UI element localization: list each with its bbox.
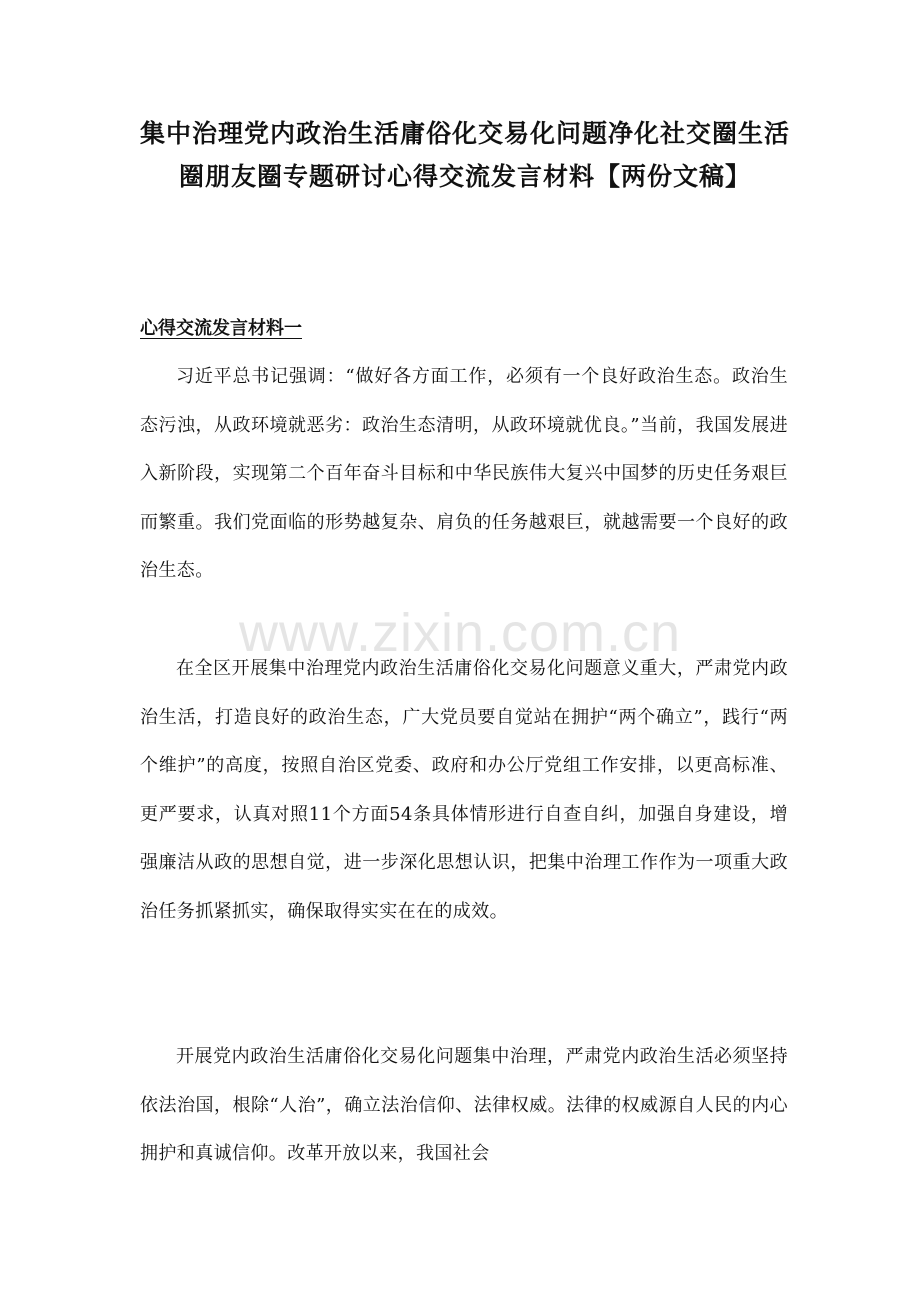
paragraph-1: 习近平总书记强调：“做好各方面工作，必须有一个良好政治生态。政治生态污浊，从政环境就恶劣：政治生态清明，从政环境就优良。”当前，我国发展进入新阶段，实现第二个百年奋斗目标和中华民族伟大复兴中国梦的历史任务艰巨而繁重。我们党面临的形势越复杂、肩负的任务越艰巨，就越需要一个良好的政治生态。	[140, 366, 788, 581]
watermark-text: www.zixin.com.cn	[238, 603, 682, 663]
document-title: 集中治理党内政治生活庸俗化交易化问题净化社交圈生活圈朋友圈专题研讨心得交流发言材料【两份文稿】	[140, 119, 791, 191]
paragraph-2: 在全区开展集中治理党内政治生活庸俗化交易化问题意义重大，严肃党内政治生活，打造良好的政治生态，广大党员要自觉站在拥护“两个确立”，践行“两个维护”的高度，按照自治区党委、政府和办公厅党组工作安排，以更高标准、更严要求，认真对照11个方面54条具体情形进行自查自纠，加强自身建设，增强廉洁从政的思想自觉，进一步深化思想认识，把集中治理工作作为一项重大政治任务抓紧抓实，确保取得实实在在的成效。	[140, 658, 788, 922]
paragraph-3: 开展党内政治生活庸俗化交易化问题集中治理，严肃党内政治生活必须坚持依法治国，根除“人治”，确立法治信仰、法律权威。法律的权威源自人民的内心拥护和真诚信仰。改革开放以来，我国社会	[140, 1046, 788, 1164]
section-heading: 心得交流发言材料一	[140, 318, 302, 339]
